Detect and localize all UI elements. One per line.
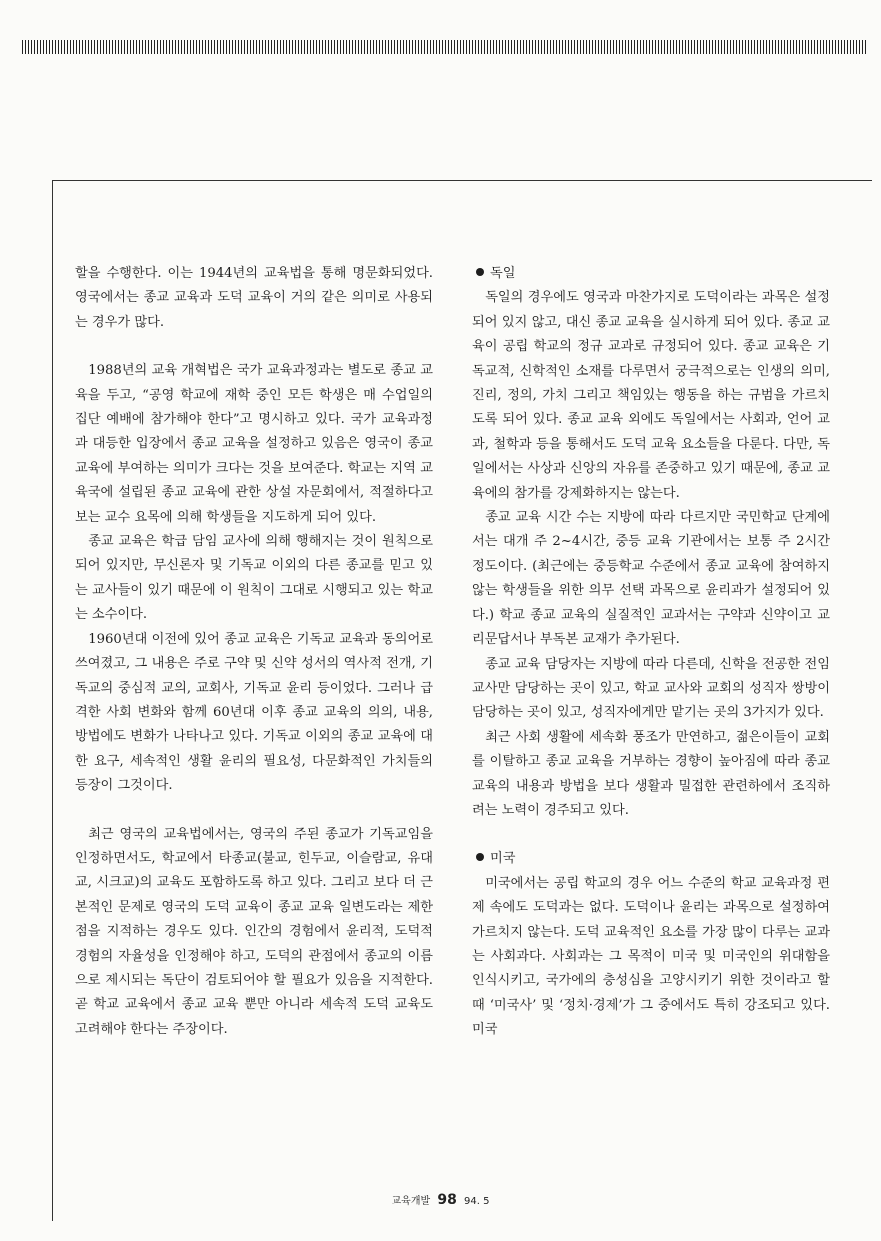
top-decorative-band [22, 40, 867, 54]
paragraph: 1960년대 이전에 있어 종교 교육은 기독교 교육과 동의어로 쓰여졌고, 그 내용은 주로 구약 및 신약 성서의 역사적 전개, 기독교의 중심적 교의, 교회사, 기독교 윤리 등이었다. 그러나 급격한 사회 변화와 함께 60년대 이후 종교 교육의 의의, 내용, 방법에도 변화가 나타나고 있다. 기독교 이외의 종교 교육에 대한 요구, 세속적인 생활 윤리의 필요성, 다문화적인 가치들의 등장이 그것이다. [75, 631, 433, 794]
bullet-icon [476, 853, 484, 861]
page-footer [0, 1192, 881, 1208]
magazine-name: 교육개발 [391, 1196, 431, 1207]
page-number: 98 [437, 1192, 457, 1208]
paragraph: 종교 교육 담당자는 지방에 따라 다른데, 신학을 전공한 전임 교사만 담당하는 곳이 있고, 학교 교사와 교회의 성직자 쌍방이 담당하는 곳이 있고, 성직자에게만 맡기는 곳의 3가지가 있다. [472, 656, 830, 721]
paragraph: 종교 교육은 학급 담임 교사에 의해 행해지는 것이 원칙으로 되어 있지만, 무신론자 및 기독교 이외의 다른 종교를 믿고 있는 교사들이 있기 때문에 이 원칙이 그대로 시행되고 있는 학교는 소수이다. [75, 534, 433, 623]
section-heading-germany: 독일 [472, 262, 830, 286]
paragraph: 최근 영국의 교육법에서는, 영국의 주된 종교가 기독교임을 인정하면서도, 학교에서 타종교(불교, 힌두교, 이슬람교, 유대교, 시크교)의 교육도 포함하도록 하고 있다. 그리고 보다 더 근본적인 문제로 영국의 도덕 교육이 종교 교육 일변도라는 제한점을 지적하는 경우도 있다. 인간의 경험에서 윤리적, 도덕적 경험의 자율성을 인정해야 하고, 도덕의 관점에서 종교의 이름으로 제시되는 독단이 검토되어야 할 필요가 있음을 지적한다. 곧 학교 교육에서 종교 교육 뿐만 아니라 세속적 도덕 교육도 고려해야 한다는 주장이다. [75, 826, 433, 1037]
paragraph: 미국에서는 공립 학교의 경우 어느 수준의 학교 교육과정 편제 속에도 도덕과는 없다. 도덕이나 윤리는 과목으로 설정하여 가르치지 않는다. 도덕 교육적인 요소를 가장 많이 다루는 교과는 사회과다. 사회과는 그 목적이 미국 및 미국인의 위대함을 인식시키고, 국가에의 충성심을 고양시키기 위한 것이라고 할 때 ‘미국사’ 및 ‘정치·경제’가 그 중에서도 특히 강조되고 있다. 미국 [472, 875, 830, 1038]
paragraph: 1988년의 교육 개혁법은 국가 교육과정과는 별도로 종교 교육을 두고, “공영 학교에 재학 중인 모든 학생은 매 수업일의 집단 예배에 참가해야 한다”고 명시하고 있다. 국가 교육과정과 대등한 입장에서 종교 교육을 설정하고 있음은 영국이 종교 교육에 부여하는 의미가 크다는 것을 보여준다. 학교는 지역 교육국에 설립된 종교 교육에 관한 상설 자문회에서, 적절하다고 보는 교수 요목에 의해 학생들을 지도하게 되어 있다. [75, 363, 433, 525]
section-heading-usa: 미국 [472, 847, 830, 871]
bullet-icon [476, 268, 484, 276]
paragraph: 독일의 경우에도 영국과 마찬가지로 도덕이라는 과목은 설정되어 있지 않고, 대신 종교 교육을 실시하게 되어 있다. 종교 교육이 공립 학교의 정규 교과로 규정되어 있다. 종교 교육은 기독교적, 신학적인 소재를 다루면서 궁극적으로는 인생의 의미, 진리, 정의, 가치 그리고 책임있는 행동을 하는 규범을 가르치도록 되어 있다. 종교 교육 외에도 독일에서는 사회과, 언어 교과, 철학과 등을 통해서도 도덕 교육 요소들을 다룬다. 다만, 독일에서는 사상과 신앙의 자유를 존중하고 있기 때문에, 종교 교육에의 참가를 강제화하지는 않는다. [472, 290, 830, 501]
paragraph: 최근 사회 생활에 세속화 풍조가 만연하고, 젊은이들이 교회를 이탈하고 종교 교육을 거부하는 경향이 높아짐에 따라 종교 교육의 내용과 방법을 보다 생활과 밀접한 관련하에서 조직하려는 노력이 경주되고 있다. [472, 729, 830, 818]
paragraph: 종교 교육 시간 수는 지방에 따라 다르지만 국민학교 단계에서는 대개 주 2~4시간, 중등 교육 기관에서는 보통 주 2시간 정도이다. (최근에는 중등학교 수준에서 종교 교육에 참여하지 않는 학생들을 위한 의무 선택 과목으로 윤리과가 설정되어 있다.) 학교 종교 교육의 실질적인 교과서는 구약과 신약이고 교리문답서나 부독본 교재가 추가된다. [472, 510, 830, 648]
paragraph: 할을 수행한다. 이는 1944년의 교육법을 통해 명문화되었다. 영국에서는 종교 교육과 도덕 교육이 거의 같은 의미로 사용되는 경우가 많다. [75, 266, 433, 330]
left-column [75, 262, 433, 1042]
right-column [472, 262, 830, 1043]
issue-date: 94. 5 [464, 1196, 490, 1207]
